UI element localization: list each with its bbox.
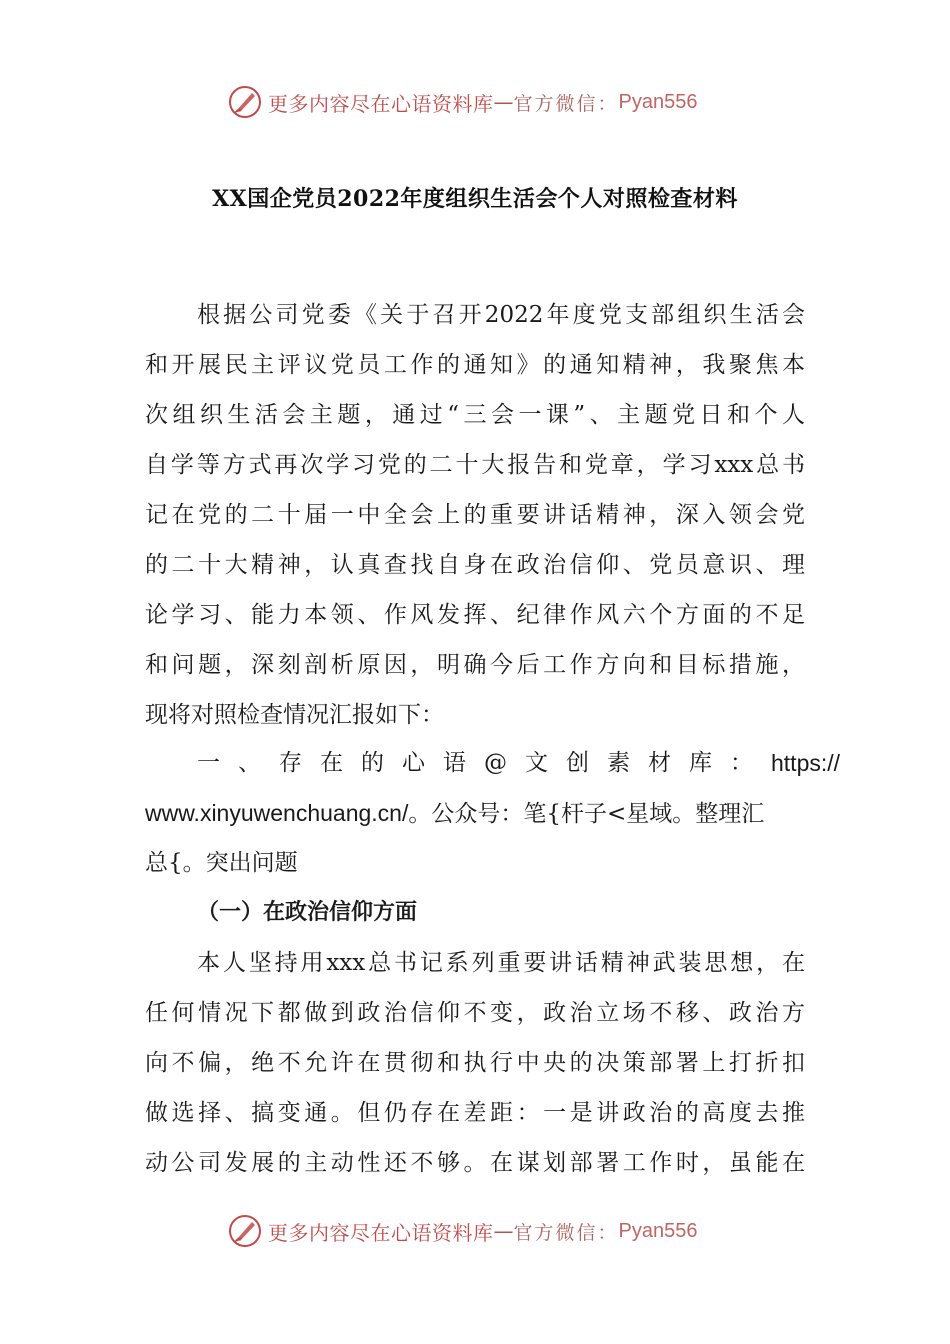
section-heading-line [197, 746, 841, 780]
banner-wechat-id: Pyan556 [618, 90, 698, 113]
paragraph-line: 和开展民主评议党员工作的通知》的通知精神，我聚焦本 [145, 352, 805, 378]
paragraph-line: 任何情况下都做到政治信仰不变，政治立场不移、政治方 [145, 1000, 805, 1026]
document-title: XX国企党员2022年度组织生活会个人对照检查材料 [212, 186, 738, 212]
banner-wechat-label: 官方微信： [513, 1221, 619, 1244]
paragraph-line: 向不偏，绝不允许在贯彻和执行中央的决策部署上打折扣 [145, 1050, 805, 1076]
watermark-banner-bottom [228, 1211, 697, 1251]
paragraph-line: 本人坚持用xxx总书记系列重要讲话精神武装思想，在 [197, 950, 805, 976]
banner-wechat-id: Pyan556 [618, 1219, 698, 1242]
source-url-part2: www.xinyuwenchuang.cn/ [145, 800, 409, 826]
quill-pen-logo-icon [228, 85, 262, 119]
section-heading-line-3: 总{。突出问题 [145, 850, 298, 876]
paragraph-line: 现将对照检查情况汇报如下： [145, 702, 444, 728]
paragraph-line: 次组织生活会主题，通过“三会一课”、主题党日和个人 [145, 402, 805, 428]
paragraph-line: 做选择、搞变通。但仍存在差距：一是讲政治的高度去推 [145, 1100, 805, 1126]
banner-text: 更多内容尽在心语资料库 [268, 91, 494, 116]
section-heading-rest: 。公众号：笔{杆子<星域。整理汇 [408, 801, 765, 827]
paragraph-line: 自学等方式再次学习党的二十大报告和党章，学习xxx总书 [145, 452, 805, 478]
banner-dash: — [493, 90, 514, 114]
section-heading-prefix: 一、存在的心语@文创素材库： [197, 750, 771, 776]
banner-wechat-label: 官方微信： [513, 92, 619, 115]
watermark-banner-top [228, 82, 697, 122]
paragraph-line: 论学习、能力本领、作风发挥、纪律作风六个方面的不足 [145, 602, 805, 628]
paragraph-line: 记在党的二十届一中全会上的重要讲话精神，深入领会党 [145, 502, 805, 528]
banner-text: 更多内容尽在心语资料库 [268, 1220, 494, 1245]
section-heading-line-2 [145, 796, 805, 830]
banner-dash: — [493, 1219, 514, 1243]
source-url-part1: https:// [771, 750, 841, 776]
quill-pen-logo-icon [228, 1214, 262, 1248]
paragraph-line: 根据公司党委《关于召开2022年度党支部组织生活会 [197, 302, 805, 328]
paragraph-line: 和问题，深刻剖析原因，明确今后工作方向和目标措施， [145, 652, 805, 678]
paragraph-line: 的二十大精神，认真查找自身在政治信仰、党员意识、理 [145, 552, 805, 578]
subheading: （一）在政治信仰方面 [197, 900, 418, 925]
paragraph-line: 动公司发展的主动性还不够。在谋划部署工作时，虽能在 [145, 1150, 805, 1176]
